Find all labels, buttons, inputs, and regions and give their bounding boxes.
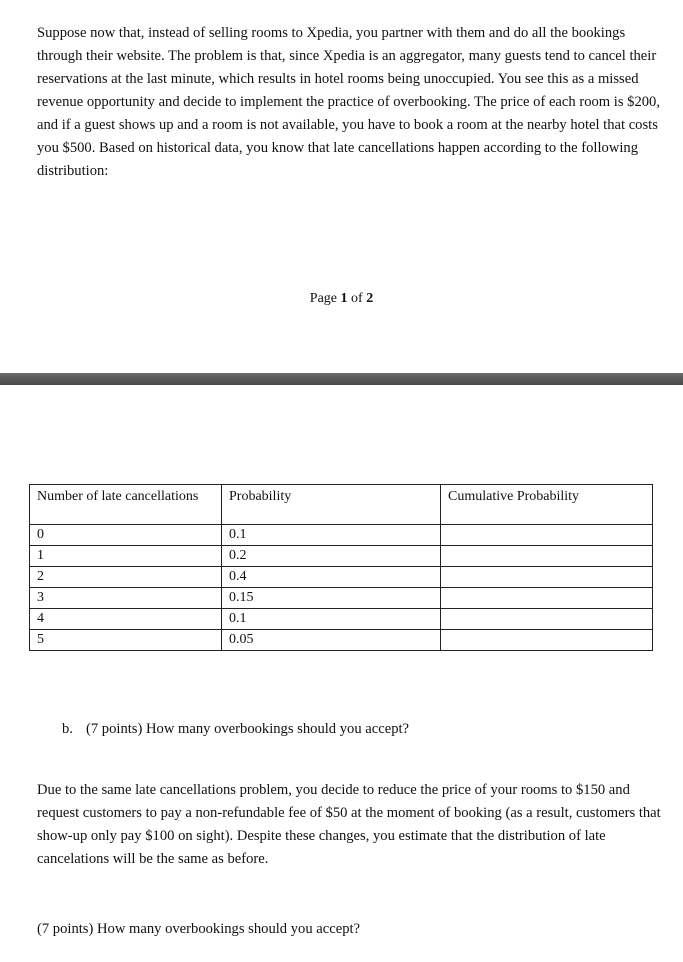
question-b-label: b. — [62, 721, 73, 737]
question-b-text: (7 points) How many overbookings should you accept? — [86, 721, 410, 737]
cell-probability: 0.4 — [222, 567, 441, 588]
cell-probability: 0.1 — [222, 525, 441, 546]
page-current: 1 — [340, 291, 348, 306]
question-b — [62, 721, 409, 738]
table-header-row — [30, 485, 653, 525]
table-row — [30, 525, 653, 546]
page-break-divider — [0, 373, 683, 385]
cell-cumulative[interactable] — [441, 630, 653, 651]
page-prefix: Page — [309, 291, 341, 306]
header-cumulative: Cumulative Probability — [441, 485, 653, 525]
table-row — [30, 630, 653, 651]
cell-probability: 0.05 — [222, 630, 441, 651]
cell-cancellations: 5 — [30, 630, 222, 651]
question-c-text: (7 points) How many overbookings should you accept? — [37, 921, 361, 937]
header-cancellations: Number of late cancellations — [30, 485, 222, 525]
page-of: of — [347, 291, 367, 306]
cell-cumulative[interactable] — [441, 546, 653, 567]
cell-cancellations: 4 — [30, 609, 222, 630]
cell-cumulative[interactable] — [441, 588, 653, 609]
cell-probability: 0.2 — [222, 546, 441, 567]
header-probability: Probability — [222, 485, 441, 525]
cell-cumulative[interactable] — [441, 567, 653, 588]
cell-probability: 0.1 — [222, 609, 441, 630]
table-row — [30, 609, 653, 630]
table-row — [30, 588, 653, 609]
cell-cancellations: 1 — [30, 546, 222, 567]
cell-cancellations: 0 — [30, 525, 222, 546]
cell-cumulative[interactable] — [441, 525, 653, 546]
intro-paragraph: Suppose now that, instead of selling rooms to Xpedia, you partner with them and do all the bookings through their website. The problem is that, since Xpedia is an aggregator, many guests tend to cancel their reservations at the last minute, which results in hotel rooms being unoccupied. You see this as a missed revenue opportunity and decide to implement the practice of overbooking. The price of each room is $200, and if a guest shows up and a room is not available, you have to book a room at the nearby hotel that costs you $500. Based on historical data, you know that late cancellations happen according to the following distribution: — [37, 25, 661, 179]
second-paragraph: Due to the same late cancellations problem, you decide to reduce the price of your rooms to $150 and request customers to pay a non-refundable fee of $50 at the moment of booking (as a result, customers that show-up only pay $100 on sight). Despite these changes, you estimate that the distribution of late cancelations will be the same as before. — [37, 782, 661, 867]
cell-cancellations: 2 — [30, 567, 222, 588]
page-number-footer — [0, 291, 683, 307]
table-row — [30, 567, 653, 588]
cancellation-distribution-table — [29, 484, 653, 651]
table-row — [30, 546, 653, 567]
cell-cancellations: 3 — [30, 588, 222, 609]
cell-cumulative[interactable] — [441, 609, 653, 630]
page-total: 2 — [366, 291, 374, 306]
cell-probability: 0.15 — [222, 588, 441, 609]
